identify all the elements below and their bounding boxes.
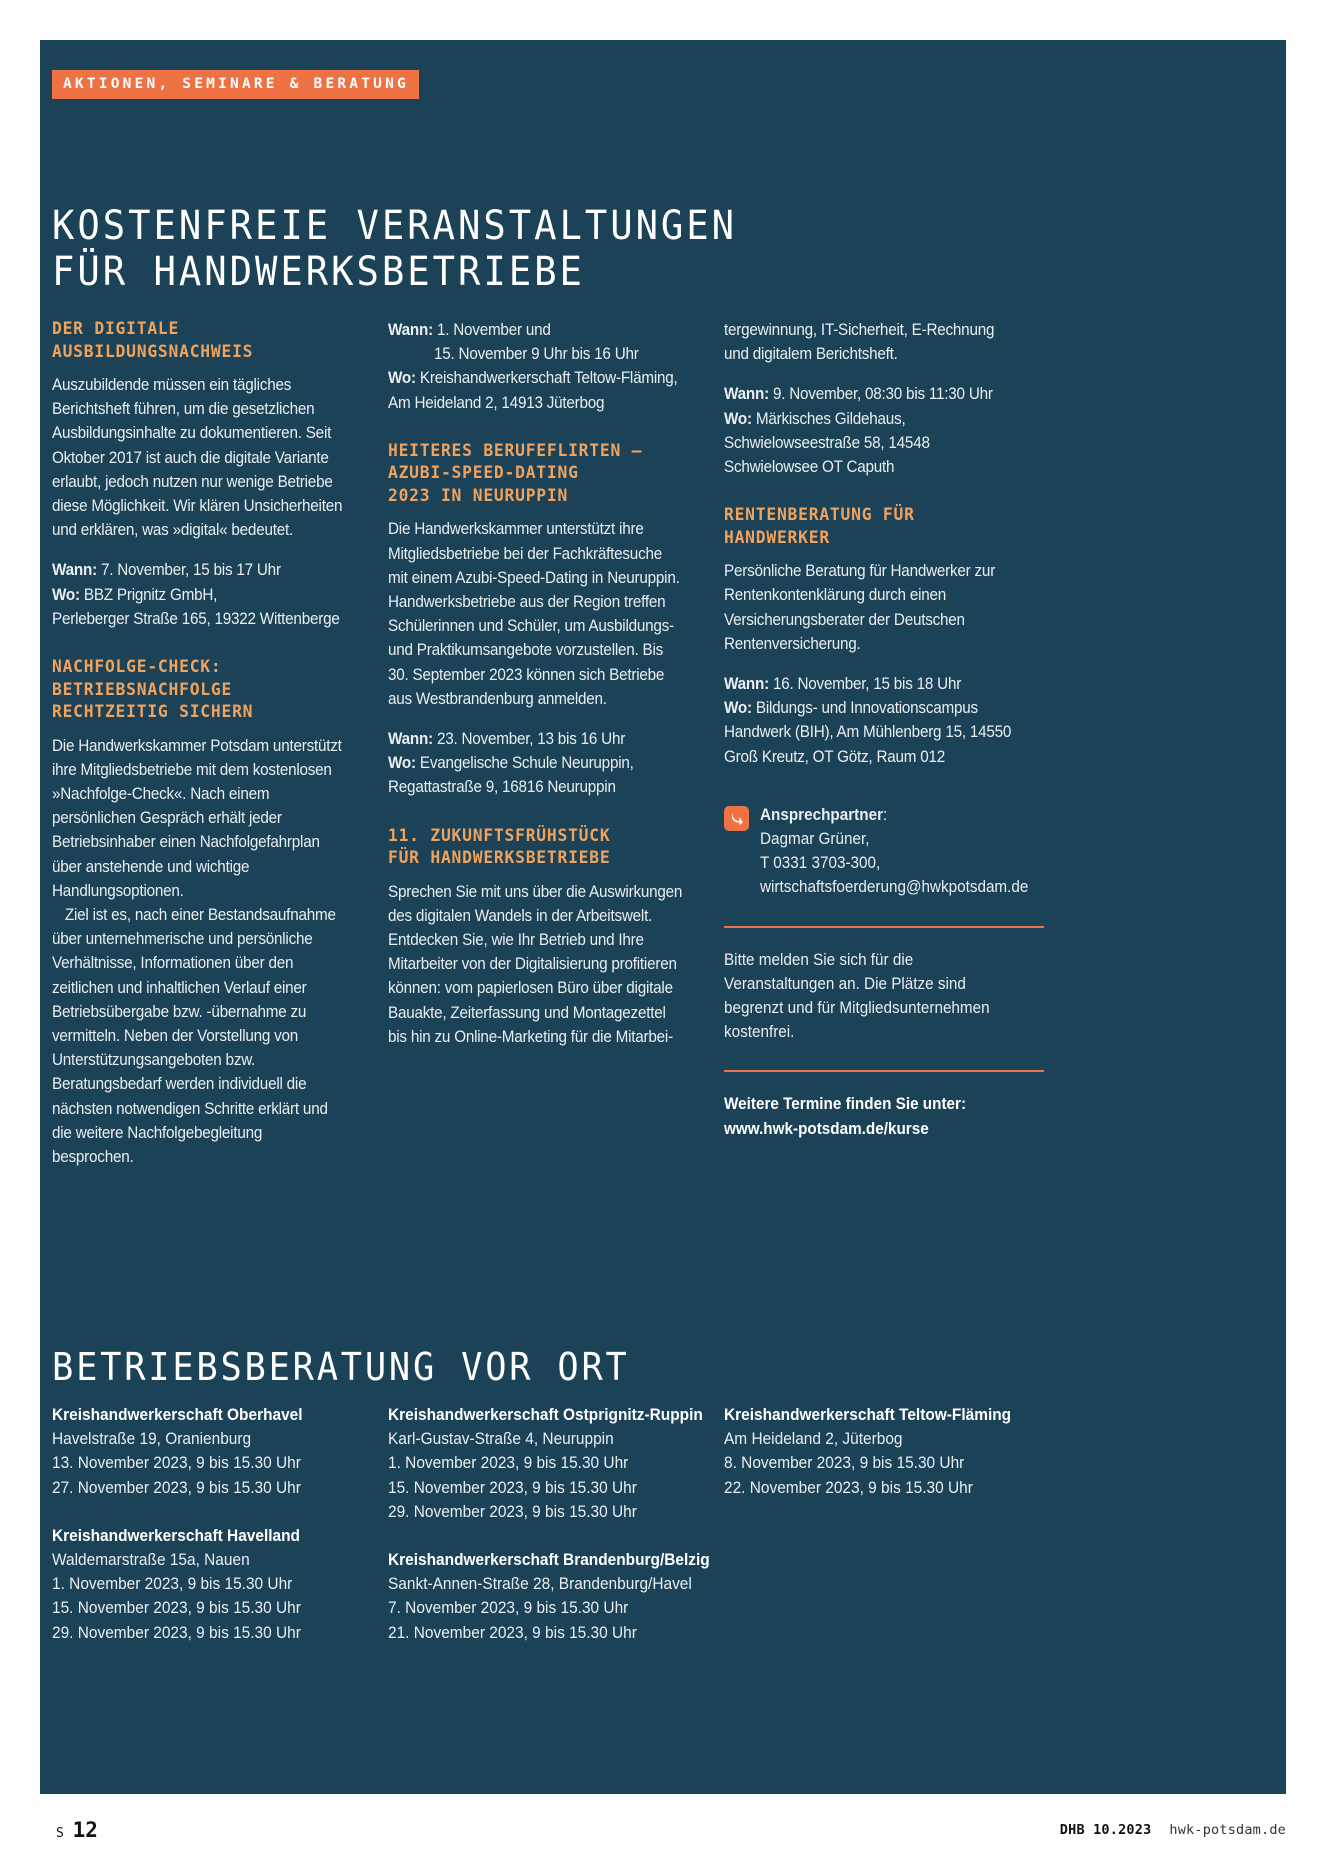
wann-value: 16. November, 15 bis 18 Uhr [772,674,962,694]
event-details-ausbildungsnachweis [52,558,346,631]
wann-label: Wann: [724,384,769,404]
kh-date: 1. November 2023, 9 bis 15.30 Uhr [52,1574,293,1594]
kh-name: Kreishandwerkerschaft Oberhavel [52,1405,303,1424]
heading-nachfolge-check: NACHFOLGE-CHECK: BETRIEBSNACHFOLGE RECHTZEITIG SICHERN [52,657,254,723]
wo-value: Kreishandwerkerschaft Teltow-Fläming, Am Heideland 2, 14913 Jüterbog [388,368,678,412]
footer-page-prefix: S [56,1826,65,1841]
footer-issue: DHB 10.2023 [1059,1822,1152,1838]
section-title-betriebsberatung: BETRIEBSBERATUNG VOR ORT [52,1345,630,1389]
wo-label: Wo: [388,368,416,388]
wo-value: Bildungs- und Innovationscampus Handwerk (BIH), Am Mühlenberg 15, 14550 Groß Kreutz, OT Götz, Raum 012 [724,698,1012,766]
wann-label: Wann: [388,320,433,339]
list-item [724,1403,1044,1500]
event-details-rentenberatung [724,672,1018,769]
footer-meta [1060,1822,1286,1838]
list-item [388,1403,708,1524]
page-canvas [40,40,1286,1794]
kh-date: 15. November 2023, 9 bis 15.30 Uhr [388,1477,637,1497]
article-columns [52,318,1062,1185]
kh-date: 27. November 2023, 9 bis 15.30 Uhr [52,1477,301,1497]
wann-value: 9. November, 08:30 bis 11:30 Uhr [772,384,993,404]
section-kicker-badge: AKTIONEN, SEMINARE & BERATUNG [52,70,419,99]
heading-zukunftsfruehstueck: 11. ZUKUNFTSFRÜHSTÜCK FÜR HANDWERKSBETRIEBE [388,825,611,869]
kh-address: Waldemarstraße 15a, Nauen [52,1550,250,1570]
paragraph-nachfolge-2: Ziel ist es, nach einer Bestandsaufnahme über unternehmerische und persönliche Verhältnisse, Informationen über den zeitlichen und inhaltlichen Verlauf einer Betriebsübergabe bzw. -übernahme zu vermitteln. Neben der Vorstellung von Unterstützungsangeboten bzw. Beratungsbedarf werden individuell die nächsten notwendigen Schritte erklärt und die weitere Nachfolgebegleitung besprochen. [52,904,336,1166]
paragraph-berufeflirten: Die Handwerkskammer unterstützt ihre Mitgliedsbetriebe bei der Fachkräftesuche mit einem Azubi-Speed-Dating in Neuruppin. Handwerksbetriebe aus der Region treffen Schülerinnen und Schüler, um Ausbildungs- und Praktikumsangebote vorzustellen. Bis 30. September 2023 können sich Betriebe aus Westbrandenburg anmelden. [388,519,680,708]
heading-digitale-ausbildungsnachweis: DER DIGITALE AUSBILDUNGSNACHWEIS [52,319,254,362]
column-2 [388,318,708,1185]
contact-phone[interactable]: T 0331 3703-300, [760,853,881,873]
kh-name: Kreishandwerkerschaft Brandenburg/Belzig [388,1550,710,1570]
event-details-ausbildungsnachweis-cont [388,318,682,415]
wo-label: Wo: [724,408,752,428]
page-title-line-2: FÜR HANDWERKSBETRIEBE [52,249,585,295]
paragraph-zukunftsfruehstueck-cont: tergewinnung, IT-Sicherheit, E-Rechnung und digitalem Berichtsheft. [724,320,995,364]
wann-value: 1. November und [436,320,551,339]
registration-note: Bitte melden Sie sich für die Veranstaltungen an. Die Plätze sind begrenzt und für Mitgliedsunternehmen kostenfrei. [724,949,990,1042]
kh-address: Am Heideland 2, Jüterbog [724,1429,903,1449]
kh-name: Kreishandwerkerschaft Ostprignitz-Ruppin [388,1405,703,1424]
kh-date: 7. November 2023, 9 bis 15.30 Uhr [388,1598,629,1618]
more-dates-block [724,1092,1018,1140]
kh-date: 8. November 2023, 9 bis 15.30 Uhr [724,1453,965,1473]
wann-label: Wann: [724,674,769,694]
paragraph-rentenberatung: Persönliche Beratung für Handwerker zur Rentenkontenklärung durch einen Versicherungsberater der Deutschen Rentenversicherung. [724,561,996,653]
kh-date: 22. November 2023, 9 bis 15.30 Uhr [724,1477,973,1497]
kh-date: 15. November 2023, 9 bis 15.30 Uhr [52,1598,301,1618]
column-3 [724,318,1044,1185]
page-title [52,203,982,295]
footer-page-value: 12 [72,1818,98,1842]
heading-berufeflirten: HEITERES BERUFEFLIRTEN – AZUBI-SPEED-DATING 2023 IN NEURUPPIN [388,440,643,506]
wo-label: Wo: [52,584,80,604]
divider-top [724,926,1044,928]
wann-label: Wann: [388,728,433,748]
wann-value-line2: 15. November 9 Uhr bis 16 Uhr [434,344,639,364]
betriebsberatung-column-2 [388,1403,708,1669]
kh-date: 13. November 2023, 9 bis 15.30 Uhr [52,1453,301,1473]
event-details-berufeflirten [388,727,682,800]
kh-name: Kreishandwerkerschaft Havelland [52,1525,300,1545]
kh-date: 1. November 2023, 9 bis 15.30 Uhr [388,1453,629,1473]
wo-value: BBZ Prignitz GmbH, [83,584,218,604]
wo-value-line2: Regattastraße 9, 16816 Neuruppin [388,777,616,797]
kh-address: Havelstraße 19, Oranienburg [52,1429,252,1449]
contact-colon: : [883,804,888,824]
contact-email[interactable]: wirtschaftsfoerderung@hwkpotsdam.de [760,877,1029,897]
wann-value: 7. November, 15 bis 17 Uhr [100,560,281,580]
list-item [388,1548,708,1645]
heading-rentenberatung: RENTENBERATUNG FÜR HANDWERKER [724,505,915,548]
more-dates-url[interactable]: www.hwk-potsdam.de/kurse [724,1118,929,1138]
contact-name: Dagmar Grüner, [760,829,870,849]
wo-value: Märkisches Gildehaus, Schwielowseestraße 58, 14548 Schwielowsee OT Caputh [724,408,930,477]
page-title-line-1: KOSTENFREIE VERANSTALTUNGEN [52,203,738,249]
wann-label: Wann: [52,560,97,580]
paragraph-nachfolge-1: Die Handwerkskammer Potsdam unterstützt ihre Mitgliedsbetriebe mit dem kostenlosen »Nachfolge-Check«. Nach einem persönlichen Gespräch erhält jeder Betriebsinhaber einen Nachfolgefahrplan über anstehende und wichtige Handlungsoptionen. [52,735,342,900]
event-details-zukunftsfruehstueck [724,382,1018,479]
kh-date: 21. November 2023, 9 bis 15.30 Uhr [388,1622,637,1642]
paragraph-ausbildungsnachweis: Auszubildende müssen ein tägliches Berichtsheft führen, um die gesetzlichen Ausbildungsinhalte zu dokumentieren. Seit Oktober 2017 ist auch die digitale Variante erlaubt, jedoch nutzen nur wenige Betriebe diese Möglichkeit. Wir klären Unsicherheiten und erklären, was »digital« bedeutet. [52,375,343,540]
betriebsberatung-columns [52,1403,1062,1669]
list-item [52,1403,372,1500]
contact-block [724,803,1044,900]
kh-name: Kreishandwerkerschaft Teltow-Fläming [724,1405,1012,1424]
wo-label: Wo: [388,753,416,773]
more-dates-label: Weitere Termine finden Sie unter: [724,1094,967,1114]
wo-label: Wo: [724,698,752,718]
divider-bottom [724,1070,1044,1072]
betriebsberatung-column-3 [724,1403,1044,1669]
footer-website[interactable]: hwk-potsdam.de [1169,1822,1286,1838]
wann-value: 23. November, 13 bis 16 Uhr [436,728,626,748]
list-item [52,1524,372,1645]
footer-page-number [56,1818,98,1842]
paragraph-zukunftsfruehstueck: Sprechen Sie mit uns über die Auswirkungen des digitalen Wandels in der Arbeitswelt. Entdecken Sie, wie Ihr Betrieb und Ihre Mitarbeiter von der Digitalisierung profitieren können: vom papierlosen Büro über digitale Bauakte, Zeiterfassung und Montagezettel bis hin zu Online-Marketing für die Mitarbei- [388,881,683,1046]
betriebsberatung-column-1 [52,1403,372,1669]
contact-text [760,803,1028,900]
kh-address: Karl-Gustav-Straße 4, Neuruppin [388,1429,614,1449]
wo-value-line2: Perleberger Straße 165, 19322 Wittenberge [52,608,340,628]
contact-label: Ansprechpartner [760,804,884,824]
kh-date: 29. November 2023, 9 bis 15.30 Uhr [52,1622,301,1642]
wo-value: Evangelische Schule Neuruppin, [419,753,634,773]
arrow-down-right-icon [724,806,749,831]
column-1 [52,318,372,1185]
kh-date: 29. November 2023, 9 bis 15.30 Uhr [388,1501,637,1521]
kh-address: Sankt-Annen-Straße 28, Brandenburg/Havel [388,1574,692,1594]
